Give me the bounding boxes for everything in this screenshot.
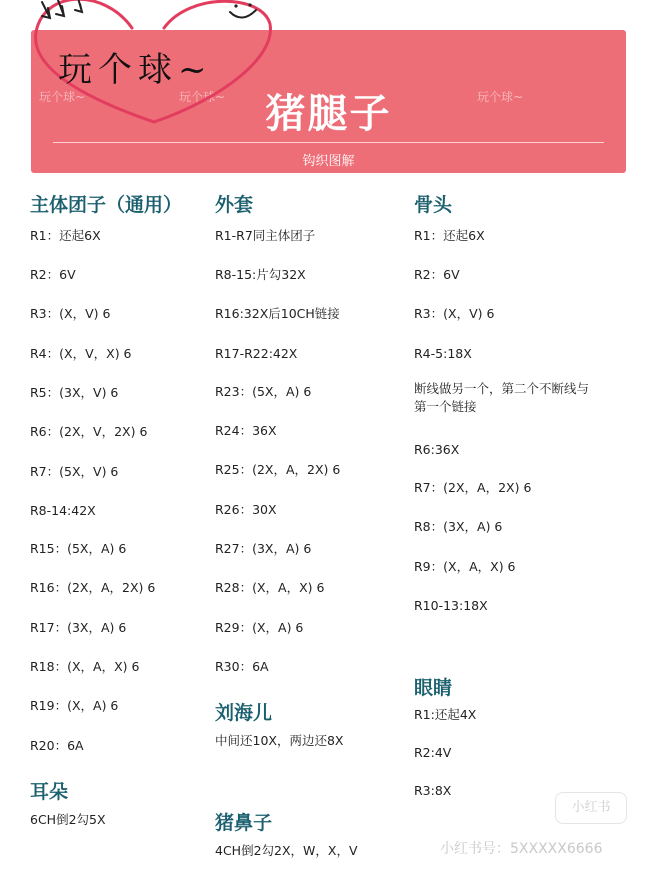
pattern-row: R4：(X，V，X) 6 <box>30 346 132 361</box>
pattern-row: R16：(2X，A，2X) 6 <box>30 580 156 595</box>
watermark-text: 玩个球~ <box>39 90 86 104</box>
pattern-row: 6CH倒2勾5X <box>30 812 106 827</box>
pattern-row: R2：6V <box>414 267 460 282</box>
section-title: 眼睛 <box>414 677 453 699</box>
pattern-row: R8：(3X，A) 6 <box>414 519 503 534</box>
pattern-row: R10-13:18X <box>414 598 488 613</box>
pattern-row: R6：(2X，V，2X) 6 <box>30 424 148 439</box>
pattern-row: R19：(X，A) 6 <box>30 698 119 713</box>
pattern-row: R30：6A <box>215 659 269 674</box>
pattern-row: R17：(3X，A) 6 <box>30 620 127 635</box>
pattern-row: R1:还起4X <box>414 707 477 722</box>
divider <box>53 142 604 143</box>
pattern-row: R25：(2X，A，2X) 6 <box>215 462 341 477</box>
section-title: 外套 <box>215 194 254 216</box>
pattern-row: R4-5:18X <box>414 346 472 361</box>
pattern-row: R3:8X <box>414 783 452 798</box>
pattern-row: R29：(X，A) 6 <box>215 620 304 635</box>
pattern-row: R7：(2X，A，2X) 6 <box>414 480 532 495</box>
pattern-row: R5：(3X，V) 6 <box>30 385 119 400</box>
pattern-row: R1：还起6X <box>30 228 101 243</box>
watermark-text: 玩个球~ <box>179 90 226 104</box>
section-title: 猪鼻子 <box>215 812 273 834</box>
pattern-row: R20：6A <box>30 738 84 753</box>
pattern-row: R24：36X <box>215 423 277 438</box>
pattern-row: R26：30X <box>215 502 277 517</box>
pattern-row: R3：(X，V) 6 <box>414 306 495 321</box>
pattern-row: R16:32X后10CH链接 <box>215 306 340 321</box>
platform-logo: 小红书 <box>555 792 627 824</box>
pattern-row: R2：6V <box>30 267 76 282</box>
section-title: 骨头 <box>414 194 453 216</box>
pattern-row: 4CH倒2勾2X，W，X，V <box>215 843 358 858</box>
pattern-row: R8-15:片勾32X <box>215 267 306 282</box>
pattern-row: R18：(X，A，X) 6 <box>30 659 140 674</box>
pattern-row: R15：(5X，A) 6 <box>30 541 127 556</box>
section-title: 主体团子（通用） <box>30 194 183 216</box>
brand-logo: 玩个球~ <box>58 50 213 90</box>
page-subtitle: 钩织图解 <box>302 154 355 169</box>
pattern-row: R8-14:42X <box>30 503 96 518</box>
pattern-row: R2:4V <box>414 745 452 760</box>
pattern-row: R9：(X，A，X) 6 <box>414 559 516 574</box>
pattern-row: 中间还10X，两边还8X <box>215 733 344 748</box>
pattern-row: R1-R7同主体团子 <box>215 228 316 243</box>
pattern-row: R7：(5X，V) 6 <box>30 464 119 479</box>
pattern-row: R27：(3X，A) 6 <box>215 541 312 556</box>
section-title: 刘海儿 <box>215 702 273 724</box>
section-title: 耳朵 <box>30 781 69 803</box>
pattern-row: R17-R22:42X <box>215 346 298 361</box>
pattern-row: 断线做另一个，第二个不断线与第一个链接 <box>414 381 590 414</box>
pattern-row: R1：还起6X <box>414 228 485 243</box>
id-watermark: 小红书号：5XXXXX6666 <box>440 841 603 857</box>
pattern-row: R28：(X，A，X) 6 <box>215 580 325 595</box>
pattern-row: R3：(X，V) 6 <box>30 306 111 321</box>
page-title: 猪腿子 <box>265 91 392 137</box>
pattern-row: R6:36X <box>414 442 460 457</box>
watermark-text: 玩个球~ <box>477 90 524 104</box>
pattern-row: R23：(5X，A) 6 <box>215 384 312 399</box>
